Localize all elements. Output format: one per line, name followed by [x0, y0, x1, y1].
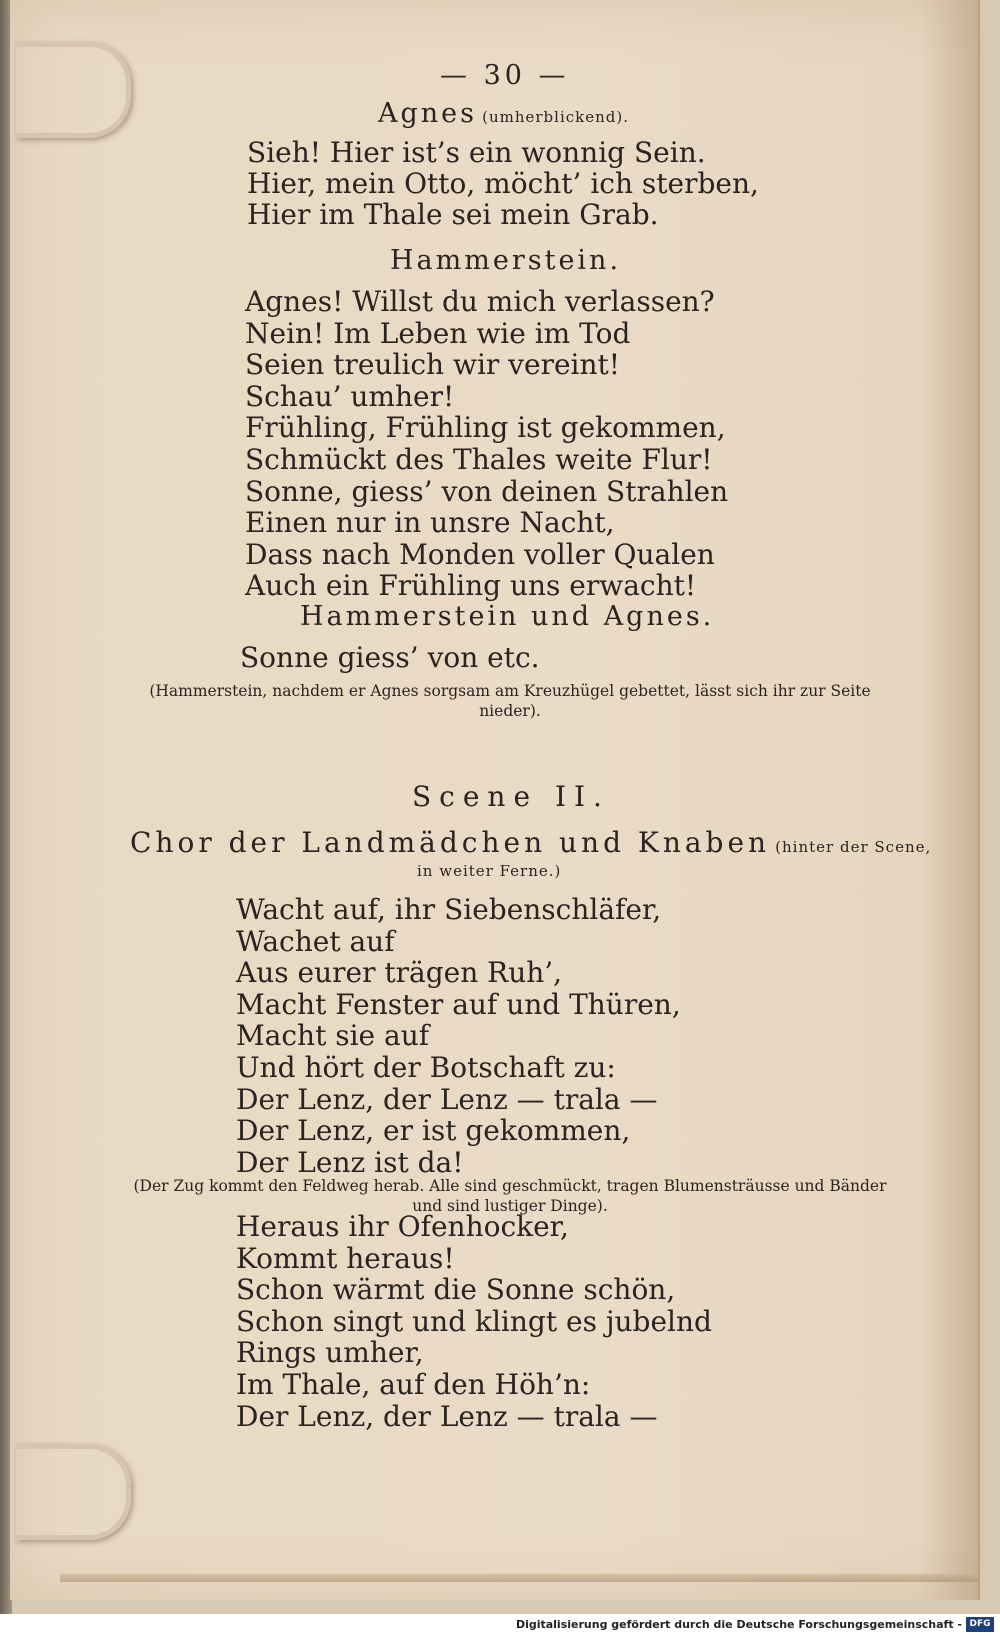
verse-line: Der Lenz ist da!	[236, 1145, 464, 1179]
verse-line: Schon singt und klingt es jubelnd	[236, 1304, 712, 1338]
verse-line: Sonne giess’ von etc.	[240, 641, 540, 674]
verse-line: Der Lenz, der Lenz — trala —	[236, 1082, 658, 1116]
verse-line: Seien treulich wir vereint!	[245, 348, 621, 382]
page-number: — 30 —	[440, 60, 570, 91]
verse-block-chor-1	[236, 894, 681, 1178]
verse-line: Auch ein Frühling uns erwacht!	[245, 569, 697, 603]
speaker-heading: Chor der Landmädchen und Knaben (hinter der Scene,	[130, 826, 932, 859]
verse-line: Rings umher,	[236, 1336, 424, 1370]
speaker-heading: Hammerstein.	[390, 245, 622, 276]
verse-line: Heraus ihr Ofenhocker,	[236, 1210, 569, 1243]
dfg-logo: DFG	[966, 1617, 994, 1632]
verse-line: Wachet auf	[236, 924, 395, 958]
funding-footer	[0, 1614, 1000, 1636]
verse-line: Dass nach Monden voller Qualen	[245, 537, 715, 571]
verse-line: Und hört der Botschaft zu:	[236, 1050, 616, 1084]
stage-direction: (Hammerstein, nachdem er Agnes sorgsam am Kreuzhügel gebettet, lässt sich ihr zur Seite nieder).	[149, 682, 871, 720]
verse-line: Aus eurer trägen Ruh’,	[236, 956, 563, 990]
verse-line: Nein! Im Leben wie im Tod	[245, 316, 631, 350]
verse-line: Frühling, Frühling ist gekommen,	[245, 411, 726, 445]
verse-line: Schon wärmt die Sonne schön,	[236, 1273, 676, 1307]
verse-line: Hier im Thale sei mein Grab.	[247, 198, 659, 231]
stage-direction: (Der Zug kommt den Feldweg herab. Alle sind geschmückt, tragen Blumensträusse und Bänder und sind lustiger Dinge).	[133, 1177, 887, 1215]
verse-block-chor-2	[236, 1211, 712, 1432]
verse-line: Sonne, giess’ von deinen Strahlen	[245, 474, 729, 508]
verse-block-hammerstein	[245, 286, 728, 602]
verse-block-agnes	[247, 137, 759, 230]
verse-line: Hier, mein Otto, möcht’ ich sterben,	[247, 167, 759, 200]
verse-line: Einen nur in unsre Nacht,	[245, 506, 615, 540]
verse-line: Agnes! Willst du mich verlassen?	[245, 285, 715, 318]
stage-direction: in weiter Ferne.)	[417, 862, 562, 880]
scene-heading: Scene II.	[412, 780, 610, 813]
verse-line: Schau’ umher!	[245, 379, 455, 413]
verse-line: Kommt heraus!	[236, 1241, 455, 1275]
verse-line: Der Lenz, er ist gekommen,	[236, 1114, 631, 1148]
speaker-heading: Agnes (umherblickend).	[378, 98, 630, 129]
verse-line: Macht Fenster auf und Thüren,	[236, 987, 681, 1021]
verse-line: Der Lenz, der Lenz — trala —	[236, 1399, 658, 1433]
speaker-heading: Hammerstein und Agnes.	[300, 601, 715, 632]
verse-line: Sieh! Hier ist’s ein wonnig Sein.	[247, 136, 706, 169]
verse-line: Macht sie auf	[236, 1019, 430, 1053]
verse-line: Im Thale, auf den Höh’n:	[236, 1367, 591, 1401]
verse-line: Wacht auf, ihr Siebenschläfer,	[236, 893, 662, 926]
funding-note: Digitalisierung gefördert durch die Deutsche Forschungsgemeinschaft -	[515, 1618, 962, 1631]
verse-line: Schmückt des Thales weite Flur!	[245, 442, 713, 476]
